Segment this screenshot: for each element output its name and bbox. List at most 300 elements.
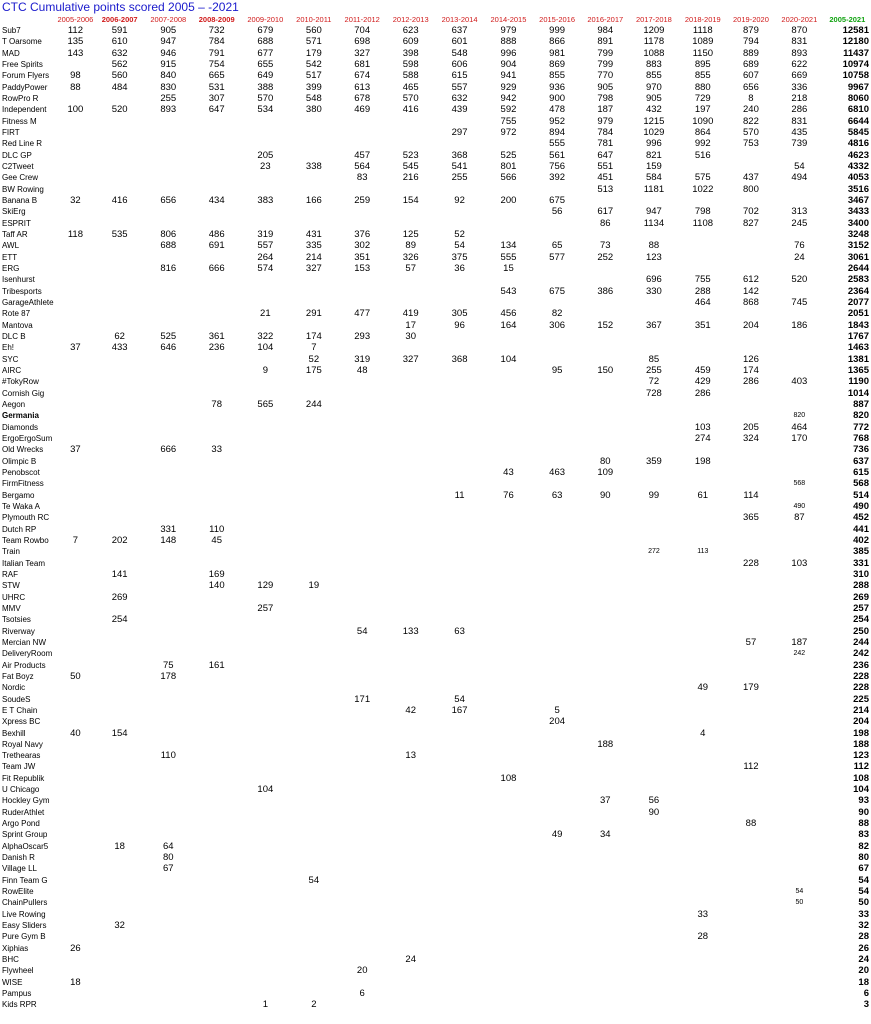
points-cell [290, 523, 338, 534]
points-cell [144, 274, 192, 285]
points-cell: 57 [745, 636, 757, 648]
points-cell [581, 863, 629, 874]
points-cell [241, 750, 290, 761]
points-cell: 942 [500, 93, 517, 105]
points-cell [144, 761, 192, 772]
total-cell: 50 [858, 897, 869, 909]
points-cell [581, 682, 629, 693]
points-cell [144, 433, 192, 444]
team-name: Bergamo [2, 490, 35, 500]
points-cell: 188 [597, 738, 614, 750]
points-cell: 43 [503, 466, 514, 478]
points-cell [484, 886, 533, 897]
total-cell: 1463 [847, 342, 869, 354]
points-cell [338, 388, 386, 399]
points-cell [386, 727, 435, 738]
team-name: Forum Flyers [2, 71, 50, 81]
points-cell [629, 591, 679, 602]
season-header: 2017-2018 [635, 14, 672, 24]
points-cell: 1022 [692, 183, 714, 195]
points-cell [581, 897, 629, 908]
points-cell [435, 637, 484, 648]
points-cell [56, 682, 95, 693]
points-cell: 255 [160, 93, 177, 105]
points-cell [338, 297, 386, 308]
points-cell [435, 591, 484, 602]
points-cell [727, 535, 775, 546]
points-cell: 478 [549, 104, 566, 116]
points-cell [95, 875, 144, 886]
points-cell [484, 648, 533, 659]
points-cell [144, 999, 192, 1010]
table-row [0, 263, 871, 274]
points-cell [533, 943, 582, 954]
points-cell [629, 501, 679, 512]
points-cell: 416 [111, 195, 128, 207]
points-cell [241, 138, 290, 149]
points-cell: 403 [791, 376, 808, 388]
points-cell [386, 603, 435, 614]
points-cell [95, 388, 144, 399]
points-cell [338, 523, 386, 534]
points-cell: 37 [70, 342, 81, 354]
points-cell: 269 [111, 591, 128, 603]
points-cell [727, 252, 775, 263]
points-cell: 186 [791, 319, 808, 331]
table-row [0, 535, 871, 546]
points-cell [727, 501, 775, 512]
points-cell [775, 365, 824, 376]
points-cell [56, 354, 95, 365]
team-name: Bexhill [2, 728, 26, 738]
points-cell: 17 [405, 319, 416, 331]
points-cell [144, 920, 192, 931]
points-cell [338, 750, 386, 761]
points-cell [435, 376, 484, 387]
points-cell [56, 218, 95, 229]
points-cell: 439 [451, 104, 468, 116]
points-cell [386, 807, 435, 818]
points-cell: 545 [402, 161, 419, 173]
table-row [0, 229, 871, 240]
points-cell [192, 943, 241, 954]
season-header: 2010-2011 [296, 14, 332, 24]
points-cell: 551 [597, 161, 614, 173]
points-cell: 666 [160, 444, 177, 456]
points-cell: 110 [209, 523, 225, 535]
points-cell [533, 931, 582, 942]
points-cell: 288 [694, 285, 711, 297]
total-cell: 402 [853, 534, 869, 546]
points-cell [144, 943, 192, 954]
points-cell [629, 512, 679, 523]
points-cell [56, 252, 95, 263]
points-cell [386, 614, 435, 625]
points-cell [290, 773, 338, 784]
points-cell [56, 184, 95, 195]
team-name: Plymouth RC [2, 513, 50, 523]
points-cell: 88 [648, 240, 660, 252]
points-cell [629, 863, 679, 874]
points-cell [144, 512, 192, 523]
points-cell [144, 252, 192, 263]
points-cell [484, 705, 533, 716]
total-cell: 93 [858, 795, 869, 807]
points-cell [290, 546, 338, 557]
points-cell: 8 [748, 93, 754, 105]
points-cell [435, 297, 484, 308]
total-cell: 3061 [847, 251, 869, 263]
points-cell [484, 365, 533, 376]
points-cell [56, 750, 95, 761]
points-cell: 756 [549, 161, 566, 173]
points-cell [533, 659, 582, 670]
points-cell: 570 [743, 127, 759, 139]
points-cell [484, 580, 533, 591]
total-cell: 637 [853, 455, 869, 467]
points-cell [95, 263, 144, 274]
points-cell [679, 354, 727, 365]
points-cell: 150 [597, 365, 614, 376]
points-cell [629, 852, 679, 863]
points-cell [192, 489, 241, 500]
table-row [0, 501, 871, 512]
points-cell: 164 [500, 319, 517, 331]
points-cell: 477 [354, 308, 371, 320]
points-cell [144, 603, 192, 614]
points-cell [338, 682, 386, 693]
team-name: Te Waka A [2, 501, 40, 511]
points-cell [727, 988, 775, 999]
points-cell [338, 852, 386, 863]
points-cell [241, 354, 290, 365]
points-cell [435, 614, 484, 625]
team-name: AlphaOscar5 [2, 841, 49, 851]
points-cell [338, 286, 386, 297]
points-cell [775, 954, 824, 965]
points-cell [192, 988, 241, 999]
points-cell: 228 [743, 557, 759, 569]
total-cell: 1767 [847, 331, 869, 343]
points-cell: 565 [257, 398, 274, 410]
points-cell [56, 920, 95, 931]
points-cell [386, 388, 435, 399]
points-cell: 429 [694, 376, 711, 388]
points-cell [56, 988, 95, 999]
points-cell: 54 [308, 874, 320, 886]
points-cell: 134 [500, 240, 517, 252]
points-cell: 525 [500, 149, 517, 161]
points-cell [338, 478, 386, 489]
points-cell [629, 773, 679, 784]
points-cell [241, 705, 290, 716]
table-row [0, 138, 871, 149]
points-cell [386, 342, 435, 353]
points-cell [95, 557, 144, 568]
points-cell: 794 [743, 36, 759, 48]
points-cell [484, 671, 533, 682]
points-cell: 9 [262, 365, 268, 376]
points-cell [484, 376, 533, 387]
points-cell [241, 376, 290, 387]
points-cell [95, 184, 144, 195]
points-cell: 399 [305, 81, 322, 93]
points-cell [533, 218, 582, 229]
points-cell [533, 444, 582, 455]
points-cell [241, 920, 290, 931]
points-cell [727, 444, 775, 455]
points-cell [581, 444, 629, 455]
points-cell [484, 184, 533, 195]
total-cell: 54 [858, 886, 869, 898]
points-cell [386, 376, 435, 387]
points-cell [192, 274, 241, 285]
points-cell [484, 557, 533, 568]
points-cell [484, 954, 533, 965]
points-cell [679, 750, 727, 761]
points-cell [435, 773, 484, 784]
points-cell [95, 467, 144, 478]
team-name: RAF [2, 569, 18, 579]
points-cell: 142 [743, 285, 759, 297]
points-cell [435, 218, 484, 229]
points-cell: 49 [551, 829, 563, 841]
points-cell [241, 455, 290, 466]
points-cell [338, 716, 386, 727]
points-cell [56, 909, 95, 920]
points-cell [629, 648, 679, 659]
team-name: Penobscot [2, 467, 40, 477]
points-cell: 523 [402, 149, 419, 161]
points-cell [241, 965, 290, 976]
points-cell: 525 [160, 331, 177, 343]
total-cell: 250 [853, 625, 869, 637]
points-cell [241, 444, 290, 455]
points-cell: 50 [795, 899, 804, 907]
points-cell [241, 886, 290, 897]
points-cell: 83 [356, 172, 368, 184]
points-cell [775, 580, 824, 591]
points-cell [338, 467, 386, 478]
points-cell: 623 [402, 25, 419, 37]
points-cell: 305 [451, 308, 468, 320]
points-cell [727, 931, 775, 942]
table-row [0, 274, 871, 285]
points-cell [533, 999, 582, 1010]
team-name: DLC B [2, 332, 26, 342]
points-cell [775, 920, 824, 931]
points-cell [144, 965, 192, 976]
table-row [0, 897, 871, 908]
points-cell [338, 909, 386, 920]
points-cell [533, 841, 582, 852]
points-cell [56, 818, 95, 829]
points-cell [386, 116, 435, 127]
points-cell: 870 [791, 25, 808, 37]
points-cell [727, 705, 775, 716]
points-cell [290, 320, 338, 331]
points-cell [95, 252, 144, 263]
points-cell: 56 [551, 206, 563, 218]
points-cell [679, 410, 727, 421]
season-header: 2020-2021 [781, 14, 818, 24]
points-cell: 952 [549, 115, 566, 127]
total-cell: 568 [853, 478, 869, 490]
total-cell: 214 [853, 704, 869, 716]
table-row [0, 172, 871, 183]
points-cell: 313 [791, 206, 808, 218]
points-cell: 99 [648, 489, 660, 501]
points-cell [435, 410, 484, 421]
points-cell [56, 320, 95, 331]
points-cell [484, 421, 533, 432]
points-cell [386, 546, 435, 557]
points-cell [338, 274, 386, 285]
points-cell: 103 [791, 557, 808, 569]
points-cell: 434 [208, 195, 225, 207]
points-cell [386, 739, 435, 750]
points-cell: 1090 [692, 115, 714, 127]
points-cell: 678 [354, 93, 371, 105]
total-cell: 4053 [847, 172, 869, 184]
points-cell: 324 [743, 432, 759, 444]
table-row [0, 195, 871, 206]
points-cell [581, 705, 629, 716]
points-cell [290, 376, 338, 387]
points-cell: 154 [402, 195, 419, 207]
points-cell [338, 127, 386, 138]
points-cell: 85 [648, 353, 660, 365]
points-cell: 388 [257, 81, 274, 93]
team-name: Nordic [2, 683, 26, 693]
points-cell: 591 [111, 25, 128, 37]
points-cell [386, 274, 435, 285]
points-cell: 900 [549, 93, 566, 105]
points-cell [386, 557, 435, 568]
points-cell [386, 501, 435, 512]
points-cell [581, 716, 629, 727]
table-row [0, 467, 871, 478]
table-row [0, 218, 871, 229]
points-cell [679, 263, 727, 274]
points-cell [95, 943, 144, 954]
points-cell [533, 727, 582, 738]
team-name: Gee Crew [2, 173, 39, 183]
team-name: Pampus [2, 989, 32, 999]
points-cell: 588 [402, 70, 419, 82]
points-cell [95, 150, 144, 161]
points-cell: 798 [597, 93, 614, 105]
points-cell [386, 716, 435, 727]
points-cell [629, 727, 679, 738]
points-cell [144, 909, 192, 920]
points-cell [338, 421, 386, 432]
points-cell: 555 [500, 251, 517, 263]
table-row [0, 920, 871, 931]
points-cell [533, 863, 582, 874]
total-cell: 4623 [847, 149, 869, 161]
points-cell [95, 297, 144, 308]
points-table [0, 13, 871, 1011]
points-cell [386, 138, 435, 149]
points-cell: 205 [257, 149, 274, 161]
points-cell [484, 829, 533, 840]
table-row [0, 444, 871, 455]
total-cell: 9967 [847, 81, 869, 93]
points-cell [290, 297, 338, 308]
points-cell [484, 761, 533, 772]
team-name: AWL [2, 241, 20, 251]
team-name: Xiphias [2, 943, 29, 953]
points-cell [241, 172, 290, 183]
points-cell [386, 943, 435, 954]
points-cell [386, 682, 435, 693]
points-cell: 688 [257, 36, 274, 48]
season-header: 2018-2019 [684, 14, 721, 24]
points-cell: 598 [402, 59, 419, 71]
points-cell [338, 433, 386, 444]
points-cell: 11 [454, 489, 465, 501]
points-cell [484, 625, 533, 636]
team-name: Fit Republik [2, 773, 45, 783]
points-cell: 637 [451, 25, 468, 37]
points-cell: 456 [500, 308, 517, 320]
points-cell [95, 897, 144, 908]
points-cell [629, 421, 679, 432]
points-cell: 647 [208, 104, 225, 116]
points-cell [775, 184, 824, 195]
points-cell [192, 433, 241, 444]
points-cell [95, 93, 144, 104]
points-cell: 187 [791, 636, 808, 648]
points-cell [435, 909, 484, 920]
total-cell: 228 [853, 682, 869, 694]
team-name: ChainPullers [2, 898, 48, 908]
points-cell [629, 999, 679, 1010]
points-cell [533, 184, 582, 195]
points-cell: 259 [354, 195, 371, 207]
points-cell: 24 [794, 251, 805, 263]
points-cell: 821 [645, 149, 662, 161]
total-cell: 83 [858, 829, 869, 841]
points-cell [775, 614, 824, 625]
points-cell: 57 [405, 263, 416, 275]
team-name: Fat Boyz [2, 671, 34, 681]
points-cell [192, 716, 241, 727]
points-cell: 970 [645, 81, 662, 93]
points-cell [56, 897, 95, 908]
points-cell [629, 829, 679, 840]
points-cell [144, 988, 192, 999]
points-cell [629, 478, 679, 489]
points-cell [241, 421, 290, 432]
points-cell: 88 [745, 818, 757, 830]
points-cell [192, 354, 241, 365]
points-cell [290, 818, 338, 829]
points-cell: 264 [257, 251, 274, 263]
points-cell [56, 795, 95, 806]
points-cell: 33 [697, 908, 709, 920]
points-cell: 632 [451, 93, 468, 105]
points-cell [435, 750, 484, 761]
points-cell [581, 750, 629, 761]
points-cell [290, 886, 338, 897]
points-cell: 90 [599, 489, 611, 501]
points-cell [95, 286, 144, 297]
points-cell [435, 727, 484, 738]
total-cell: 1843 [847, 319, 869, 331]
points-cell [144, 557, 192, 568]
